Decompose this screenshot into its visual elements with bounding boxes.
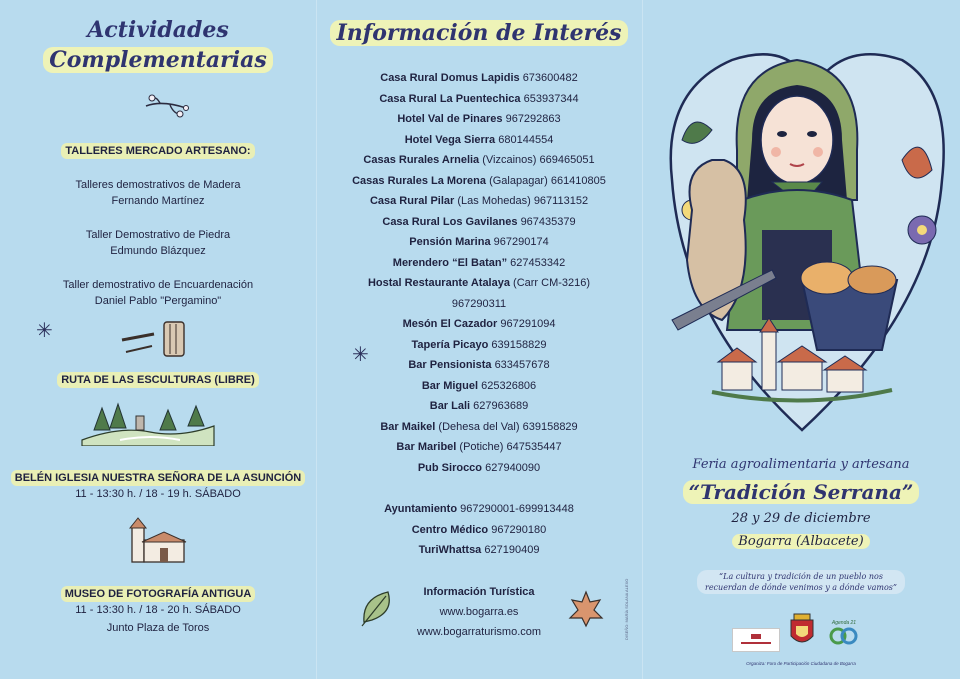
tourism-web1-link[interactable]: www.bogarra.es: [439, 606, 519, 618]
taller-artisan: Daniel Pablo "Pergamino": [94, 295, 222, 307]
contact-phone: 673600482: [522, 72, 578, 84]
actividades-title-line1: Actividades: [87, 17, 229, 43]
contact-phone: 967290174: [493, 236, 549, 248]
informacion-title: [316, 19, 642, 47]
contact-row: [316, 294, 642, 315]
contact-row: [316, 458, 642, 479]
contact-row: [316, 314, 642, 335]
contact-name: Bar Maribel: [396, 441, 457, 453]
contact-phone: 627453342: [510, 256, 566, 269]
museo-section: [0, 586, 316, 636]
logo-diputacion: [732, 628, 780, 652]
contact-phone: 647535447: [506, 441, 562, 453]
contact-phone: 627963689: [473, 400, 529, 412]
panel-informacion: Información de Interés Casa Rural Domus Lapidis 673600482 Casa Rural La Puentechica 653937344 Hotel Val de Pinares 967292863 Hotel Vega Sierra 680144554 Casas Rurales Arnelia (Vizcainos) 669465051 Casas Rurales La Morena (Galapagar) 661410805 Casa Rural Pilar (Las Mohedas) 967113152 Casa Rural Los Gavilanes 967435379 Pensión Marina 967290174 Merendero “El Batan” 627453342 Hostal Restaurante Atalaya (Carr CM-3216) 967290311 Mesón El Cazador 967291094 Tapería Picayo 639158829 Bar Pensionista 633457678 Bar Miguel 625326806 Bar Lali 627963689 Bar Maikel (Dehesa del Val) 639158829 Bar Maribel (Potiche) 647535447 Pub Sirocco 627940090 Ayuntamiento 967290001-699913448 Centro Médico 967290180 TuriWhattsa 627190409 ✳ Información Turística www.bogarra.es www.bogarraturismo.com DISEÑO: MARÍA SOLANA ALEXO: [316, 0, 642, 679]
contact-phone: 639158829: [491, 338, 547, 351]
quote-line1: “La cultura y tradición de un pueblo nos: [719, 572, 883, 581]
contact-row: [316, 273, 642, 294]
contact-row: [316, 191, 642, 212]
contact-name: Pub Sirocco: [417, 461, 483, 474]
feria-place-text: Bogarra (Albacete): [732, 534, 869, 549]
belen-section: [0, 470, 316, 502]
contact-name: Casa Rural La Puentechica: [379, 92, 521, 105]
feria-subtitle: Feria agroalimentaria y artesana: [692, 457, 910, 472]
museo-location: Junto Plaza de Toros: [106, 622, 210, 634]
service-row: [316, 499, 642, 520]
taller-item-piedra: [0, 227, 316, 259]
contact-phone: 967435379: [520, 215, 576, 228]
service-name: TuriWhattsa: [418, 544, 482, 556]
contact-name: Casa Rural Pilar: [369, 195, 455, 207]
museo-hours: 11 - 13:30 h. / 18 - 20 h. SÁBADO: [75, 604, 241, 616]
contact-phone: 625326806: [481, 379, 537, 392]
landscape-trees-icon: [80, 396, 216, 446]
contact-phone: 661410805: [550, 174, 606, 187]
contact-name: Mesón El Cazador: [402, 318, 498, 330]
contact-name: Merendero “El Batan”: [392, 256, 508, 269]
church-icon: [126, 516, 188, 564]
woman-illustration: [652, 30, 952, 440]
contact-name: Bar Miguel: [421, 379, 479, 392]
taller-item-encuadernacion: [0, 277, 316, 309]
contact-row: [316, 89, 642, 110]
contact-row: [316, 376, 642, 397]
contact-phone: 627940090: [485, 461, 541, 474]
flower-sprig-icon: [142, 92, 190, 120]
contact-name: Bar Lali: [429, 400, 471, 412]
contact-name: Casas Rurales La Morena: [352, 174, 486, 187]
contact-name: Tapería Picayo: [411, 338, 489, 351]
contact-name: Bar Maikel: [380, 420, 436, 433]
contact-location: (Galapagar): [489, 174, 548, 187]
feria-dates: 28 y 29 de diciembre: [731, 511, 871, 526]
contact-phone: 633457678: [494, 359, 550, 371]
feria-quote: [642, 570, 960, 594]
leaf-left-icon: [358, 588, 398, 628]
taller-title: Talleres demostrativos de Madera: [75, 179, 241, 191]
contact-phone: 967292863: [505, 113, 561, 125]
sparkle-icon: ✳: [36, 320, 53, 342]
service-phone: 967290001-699913448: [460, 503, 574, 515]
contact-location: (Vizcainos): [482, 154, 537, 166]
taller-title: Taller Demostrativo de Piedra: [85, 229, 231, 241]
contact-row: [316, 68, 642, 89]
contact-name: Casa Rural Los Gavilanes: [382, 215, 518, 228]
taller-artisan: Edmundo Blázquez: [110, 245, 206, 257]
contact-row: [316, 171, 642, 192]
contact-location: (Las Mohedas): [457, 195, 531, 207]
ruta-heading: RUTA DE LAS ESCULTURAS (LIBRE): [57, 372, 259, 388]
ruta-section: [0, 372, 316, 388]
contact-name: Hotel Vega Sierra: [404, 133, 496, 146]
leaf-right-icon: [566, 588, 606, 628]
contact-phone: 639158829: [522, 420, 578, 433]
contact-row: [316, 437, 642, 458]
feria-place: [642, 534, 960, 549]
organiza-text: Organiza: Foro de Participación Ciudadana de Bogarra: [746, 661, 856, 666]
contact-row: [316, 232, 642, 253]
service-phone: 627190409: [484, 544, 540, 556]
contact-name: Hostal Restaurante Atalaya: [367, 277, 510, 289]
panel-actividades: [0, 0, 316, 679]
quote-line2: recuerdan de dónde venimos y a dónde vamos”: [705, 583, 897, 592]
agenda21-text: Agenda 21: [831, 620, 857, 626]
wood-tools-icon: [118, 318, 198, 360]
contact-location: (Dehesa del Val): [438, 420, 520, 433]
contact-name: Bar Pensionista: [408, 359, 492, 371]
tourism-heading: Información Turística: [423, 586, 535, 598]
actividades-title: [0, 16, 316, 74]
talleres-section: [0, 143, 316, 309]
contact-row: [316, 130, 642, 151]
contact-row: [316, 253, 642, 274]
coat-of-arms-logo: [788, 612, 816, 650]
informacion-title-text: Información de Interés: [330, 20, 627, 46]
contacts-list: [316, 68, 642, 478]
museo-heading: MUSEO DE FOTOGRAFÍA ANTIGUA: [61, 586, 256, 602]
contact-row: [316, 417, 642, 438]
talleres-heading: TALLERES MERCADO ARTESANO:: [61, 143, 254, 159]
contact-row: [316, 396, 642, 417]
feria-title: [642, 480, 960, 504]
sparkle-icon: ✳: [352, 344, 369, 366]
belen-hours: 11 - 13:30 h. / 18 - 19 h. SÁBADO: [75, 488, 241, 500]
contact-phone: 967113152: [533, 195, 589, 207]
contact-phone: 653937344: [523, 92, 579, 105]
contact-location: (Potiche): [459, 441, 504, 453]
contact-phone: 680144554: [498, 133, 554, 146]
contact-name: Pensión Marina: [409, 236, 491, 248]
contact-phone: 967290311: [451, 297, 507, 310]
contact-row: [316, 212, 642, 233]
services-list: [316, 499, 642, 561]
service-name: Ayuntamiento: [384, 503, 458, 515]
service-row: [316, 520, 642, 541]
logo-agenda21: [827, 620, 861, 650]
contact-name: Hotel Val de Pinares: [397, 113, 503, 125]
panel-portada: [642, 0, 960, 679]
taller-artisan: Fernando Martínez: [111, 195, 205, 207]
contact-row: [316, 150, 642, 171]
contact-row: [316, 109, 642, 130]
taller-title: Taller demostrativo de Encuardenación: [62, 279, 254, 291]
contact-name: Casa Rural Domus Lapidis: [380, 72, 520, 84]
feria-title-text: “Tradición Serrana”: [683, 480, 920, 504]
contact-phone: 669465051: [539, 154, 595, 166]
contact-location: (Carr CM-3216): [513, 277, 591, 289]
belen-heading: BELÉN IGLESIA NUESTRA SEÑORA DE LA ASUNCIÓN: [11, 470, 305, 486]
taller-item-madera: [0, 177, 316, 209]
tourism-web2-link[interactable]: www.bogarraturismo.com: [416, 626, 542, 638]
service-row: [316, 540, 642, 561]
actividades-title-line2: Complementarias: [43, 47, 272, 73]
service-phone: 967290180: [491, 523, 547, 536]
contact-name: Casas Rurales Arnelia: [363, 154, 480, 166]
service-name: Centro Médico: [411, 523, 489, 536]
contact-phone: 967291094: [500, 318, 556, 330]
